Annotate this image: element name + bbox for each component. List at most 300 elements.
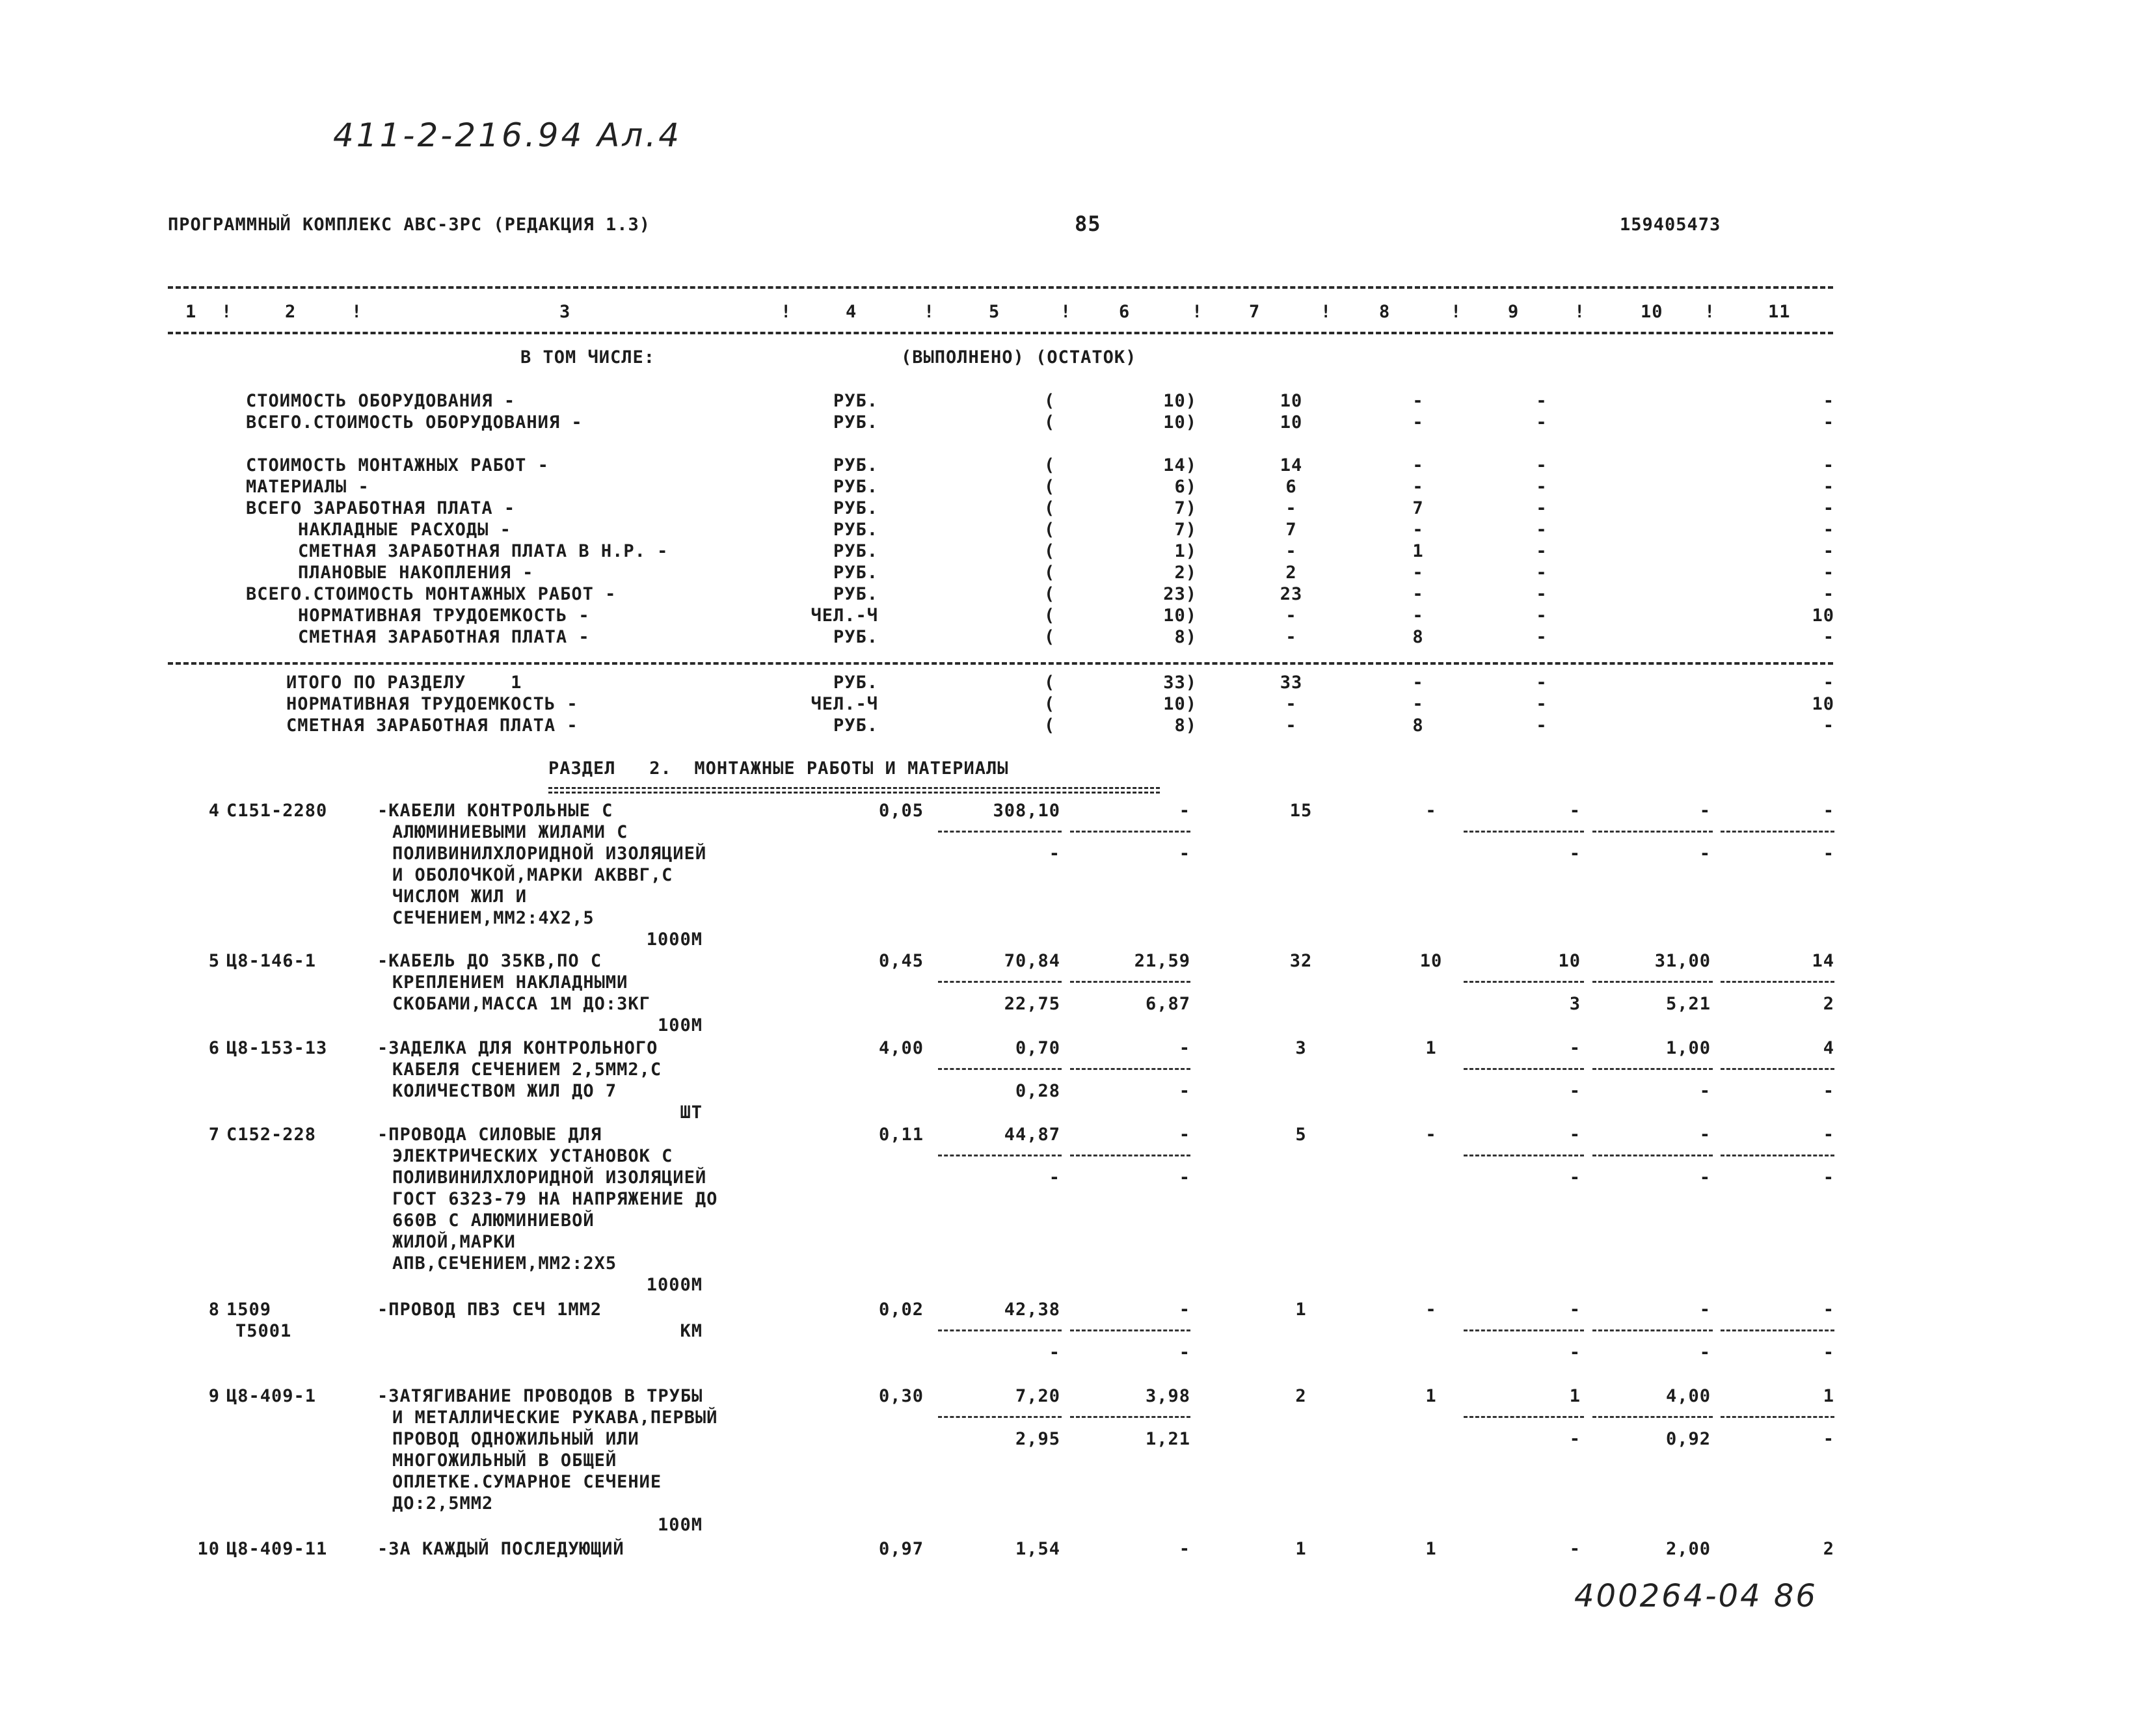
summary-unit: РУБ. [833,584,878,604]
item-col8: - [1425,1125,1437,1145]
item-col8: - [1425,801,1437,821]
item-lower-col5: - [1049,844,1060,864]
item-lower-col10: - [1699,1342,1711,1363]
item-code: Ц8-409-1 [226,1386,317,1406]
summary-col6: 33) [1163,673,1197,693]
item-col8: 1 [1425,1038,1437,1058]
summary-col8: - [1412,391,1424,411]
item-code: С152-228 [226,1125,317,1145]
item-lower-col5: 2,95 [1015,1429,1060,1449]
item-code: Ц8-153-13 [226,1038,328,1058]
summary-col9: - [1536,627,1548,647]
item-description-line: КАБЕЛЯ СЕЧЕНИЕМ 2,5ММ2,С [392,1060,662,1080]
column-separator: ! [1451,302,1462,322]
summary-col9: - [1536,498,1548,518]
cell-underline [1464,1068,1584,1070]
item-col9: - [1569,1038,1581,1058]
summary-col7: 33 [1280,673,1303,693]
item-description-line: -ЗА КАЖДЫЙ ПОСЛЕДУЮЩИЙ [377,1539,624,1559]
item-col7: 32 [1289,951,1313,971]
item-col5: 42,38 [1004,1300,1060,1320]
summary-col11: - [1823,673,1834,693]
summary-paren: ( [1044,477,1056,497]
column-header-1: 1 [185,302,197,322]
item-col4: 0,97 [878,1539,924,1559]
item-col4: 0,05 [878,801,924,821]
summary-unit: РУБ. [833,673,878,693]
cell-underline [1721,1329,1834,1331]
summary-col11: 10 [1812,606,1834,626]
item-col10: - [1699,801,1711,821]
column-header-7: 7 [1249,302,1261,322]
summary-col8: 1 [1412,541,1424,561]
item-col9: - [1569,1125,1581,1145]
column-separator: ! [1574,302,1586,322]
summary-col7: - [1285,715,1297,736]
summary-paren: ( [1044,627,1056,647]
column-separator: ! [1060,302,1072,322]
item-lower-col11: - [1823,1342,1834,1363]
summary-col11: - [1823,541,1834,561]
item-col10: - [1699,1125,1711,1145]
item-code-2: Т5001 [235,1321,292,1341]
summary-unit: РУБ. [833,498,878,518]
item-unit: 100М [657,1515,703,1535]
cell-underline [1592,1155,1713,1156]
cell-underline [1592,1068,1713,1070]
item-col9: - [1569,1300,1581,1320]
item-lower-col5: 0,28 [1015,1081,1060,1101]
summary-name: НАКЛАДНЫЕ РАСХОДЫ - [298,520,511,540]
summary-col7: 10 [1280,412,1303,433]
summary-col11: - [1823,477,1834,497]
summary-col6: 10) [1163,694,1197,714]
item-description-line: ПОЛИВИНИЛХЛОРИДНОЙ ИЗОЛЯЦИЕЙ [392,844,707,864]
item-col4: 0,11 [878,1125,924,1145]
item-lower-col6: - [1179,1342,1190,1363]
summary-paren: ( [1044,715,1056,736]
handwritten-reference: 411-2-216.94 Ал.4 [333,116,682,154]
item-lower-col11: - [1823,1168,1834,1188]
item-description-line: -КАБЕЛЬ ДО 35КВ,ПО С [377,951,602,971]
summary-paren: ( [1044,391,1056,411]
summary-col7: - [1285,694,1297,714]
cell-underline [938,981,1062,983]
cell-underline [1721,981,1834,983]
item-col11: 2 [1823,1539,1834,1559]
summary-col7: 10 [1280,391,1303,411]
item-number: 6 [208,1038,220,1058]
cell-underline [1464,1155,1584,1156]
item-description-line: КРЕПЛЕНИЕМ НАКЛАДНЫМИ [392,972,628,993]
item-lower-col11: - [1823,1429,1834,1449]
item-col8: 1 [1425,1386,1437,1406]
item-col6: - [1179,1038,1190,1058]
item-lower-col9: - [1569,1429,1581,1449]
item-col10: - [1699,1300,1711,1320]
item-lower-col10: - [1699,1168,1711,1188]
summary-col8: - [1412,694,1424,714]
item-number: 10 [197,1539,220,1559]
summary-col9: - [1536,520,1548,540]
item-col7: 15 [1289,801,1313,821]
item-lower-col9: - [1569,1081,1581,1101]
item-lower-col9: - [1569,1168,1581,1188]
summary-col9: - [1536,606,1548,626]
item-col5: 308,10 [993,801,1060,821]
summary-name: НОРМАТИВНАЯ ТРУДОЕМКОСТЬ - [298,606,590,626]
cell-underline [938,1329,1062,1331]
item-lower-col10: 0,92 [1665,1429,1711,1449]
item-number: 5 [208,951,220,971]
summary-col11: - [1823,563,1834,583]
item-description-line: ДО:2,5ММ2 [392,1493,494,1514]
item-lower-col10: - [1699,844,1711,864]
item-col5: 7,20 [1015,1386,1060,1406]
cell-underline [1592,981,1713,983]
item-description-line: -ПРОВОД ПВЗ СЕЧ 1ММ2 [377,1300,602,1320]
summary-paren: ( [1044,606,1056,626]
cell-underline [1721,1416,1834,1418]
summary-col11: - [1823,520,1834,540]
summary-col6: 8) [1174,715,1197,736]
summary-col11: - [1823,391,1834,411]
summary-name: СТОИМОСТЬ МОНТАЖНЫХ РАБОТ - [246,455,549,475]
item-col11: - [1823,1300,1834,1320]
summary-col8: 7 [1412,498,1424,518]
item-col7: 1 [1295,1300,1307,1320]
summary-name: СМЕТНАЯ ЗАРАБОТНАЯ ПЛАТА - [286,715,578,736]
item-lower-col6: 6,87 [1145,994,1190,1014]
summary-name: ВСЕГО ЗАРАБОТНАЯ ПЛАТА - [246,498,516,518]
item-description-line: ГОСТ 6323-79 НА НАПРЯЖЕНИЕ ДО [392,1189,718,1209]
cell-underline [1721,1155,1834,1156]
item-number: 8 [208,1300,220,1320]
summary-paren: ( [1044,412,1056,433]
column-separator: ! [1192,302,1203,322]
item-description-line: -ПРОВОДА СИЛОВЫЕ ДЛЯ [377,1125,602,1145]
item-col5: 44,87 [1004,1125,1060,1145]
item-number: 4 [208,801,220,821]
summary-unit: ЧЕЛ.-Ч [811,606,878,626]
item-description-line: И МЕТАЛЛИЧЕСКИЕ РУКАВА,ПЕРВЫЙ [392,1408,718,1428]
column-separator: ! [1321,302,1332,322]
summary-name: НОРМАТИВНАЯ ТРУДОЕМКОСТЬ - [286,694,578,714]
item-lower-col11: - [1823,1081,1834,1101]
summary-col11: - [1823,412,1834,433]
summary-col9: - [1536,563,1548,583]
summary-col11: - [1823,584,1834,604]
item-description-line: ЧИСЛОМ ЖИЛ И [392,887,528,907]
item-col11: 1 [1823,1386,1834,1406]
item-unit: КМ [680,1321,703,1341]
summary-col8: - [1412,412,1424,433]
item-number: 7 [208,1125,220,1145]
summary-unit: РУБ. [833,391,878,411]
subheader-status: (ВЫПОЛНЕНО) (ОСТАТОК) [901,347,1137,367]
section-title-underline [548,787,1160,794]
summary-col9: - [1536,715,1548,736]
cell-underline [1464,831,1584,833]
summary-col8: - [1412,673,1424,693]
page-number: 85 [1075,211,1101,236]
item-unit: 1000М [646,929,703,950]
item-lower-col9: 3 [1569,994,1581,1014]
cell-underline [1592,831,1713,833]
item-col8: 1 [1425,1539,1437,1559]
summary-col7: 2 [1285,563,1297,583]
cell-underline [1721,1068,1834,1070]
summary-col7: 7 [1285,520,1297,540]
summary-col11: - [1823,498,1834,518]
item-col11: - [1823,801,1834,821]
item-description-line: -КАБЕЛИ КОНТРОЛЬНЫЕ С [377,801,613,821]
item-col7: 1 [1295,1539,1307,1559]
item-col11: - [1823,1125,1834,1145]
column-header-2: 2 [285,302,297,322]
subheader-label: В ТОМ ЧИСЛЕ: [520,347,656,367]
cell-underline [938,1155,1062,1156]
item-col11: 4 [1823,1038,1834,1058]
item-description-line: ЖИЛОЙ,МАРКИ [392,1232,516,1252]
summary-col11: 10 [1812,694,1834,714]
cell-underline [1070,1155,1190,1156]
column-header-8: 8 [1379,302,1391,322]
summary-col9: - [1536,673,1548,693]
cell-underline [938,1416,1062,1418]
cell-underline [1070,1329,1190,1331]
column-header-10: 10 [1641,302,1663,322]
summary-col6: 23) [1163,584,1197,604]
section-title: РАЗДЕЛ 2. МОНТАЖНЫЕ РАБОТЫ И МАТЕРИАЛЫ [548,758,1009,779]
item-unit: ШТ [680,1102,703,1123]
summary-col6: 8) [1174,627,1197,647]
item-lower-col6: - [1179,1168,1190,1188]
summary-col8: - [1412,606,1424,626]
cell-underline [1464,1416,1584,1418]
item-unit: 1000М [646,1275,703,1295]
item-col6: - [1179,1539,1190,1559]
column-header-11: 11 [1768,302,1791,322]
cell-underline [1070,981,1190,983]
column-header-3: 3 [559,302,571,322]
item-description-line: АПВ,СЕЧЕНИЕМ,ММ2:2Х5 [392,1253,617,1274]
summary-unit: РУБ. [833,477,878,497]
item-description-line: -ЗАТЯГИВАНИЕ ПРОВОДОВ В ТРУБЫ [377,1386,703,1406]
summary-name: СТОИМОСТЬ ОБОРУДОВАНИЯ - [246,391,516,411]
item-description-line: МНОГОЖИЛЬНЫЙ В ОБЩЕЙ [392,1450,617,1471]
item-col6: 21,59 [1134,951,1190,971]
item-description-line: ПРОВОД ОДНОЖИЛЬНЫЙ ИЛИ [392,1429,639,1449]
summary-col7: - [1285,606,1297,626]
item-col9: - [1569,801,1581,821]
item-lower-col6: 1,21 [1145,1429,1190,1449]
summary-name: ВСЕГО.СТОИМОСТЬ ОБОРУДОВАНИЯ - [246,412,583,433]
summary-name: СМЕТНАЯ ЗАРАБОТНАЯ ПЛАТА - [298,627,590,647]
summary-unit: ЧЕЛ.-Ч [811,694,878,714]
cell-underline [938,1068,1062,1070]
item-lower-col10: 5,21 [1665,994,1711,1014]
item-description-line: ОПЛЕТКЕ.СУМАРНОЕ СЕЧЕНИЕ [392,1472,662,1492]
table-header-rule [168,332,1833,334]
cell-underline [1070,831,1190,833]
column-separators: ! [221,302,233,322]
summary-name: ВСЕГО.СТОИМОСТЬ МОНТАЖНЫХ РАБОТ - [246,584,617,604]
item-code: Ц8-146-1 [226,951,317,971]
summary-paren: ( [1044,520,1056,540]
column-separator: ! [1704,302,1716,322]
summary-unit: РУБ. [833,627,878,647]
summary-paren: ( [1044,541,1056,561]
item-col5: 0,70 [1015,1038,1060,1058]
item-col4: 4,00 [878,1038,924,1058]
summary-paren: ( [1044,563,1056,583]
item-col9: 10 [1558,951,1581,971]
summary-col6: 14) [1163,455,1197,475]
item-col10: 4,00 [1665,1386,1711,1406]
item-col10: 1,00 [1665,1038,1711,1058]
summary-name: СМЕТНАЯ ЗАРАБОТНАЯ ПЛАТА В Н.Р. - [298,541,669,561]
summary-col6: 6) [1174,477,1197,497]
summary-col8: - [1412,477,1424,497]
summary-col7: 6 [1285,477,1297,497]
item-col6: 3,98 [1145,1386,1190,1406]
summary-paren: ( [1044,584,1056,604]
summary-col9: - [1536,412,1548,433]
item-description-line: ЭЛЕКТРИЧЕСКИХ УСТАНОВОК С [392,1146,673,1166]
summary-name: МАТЕРИАЛЫ - [246,477,369,497]
document-code: 159405473 [1620,215,1721,235]
table-top-rule [168,286,1833,289]
summary-col6: 7) [1174,498,1197,518]
summary-col9: - [1536,541,1548,561]
summary-unit: РУБ. [833,412,878,433]
item-lower-col9: - [1569,844,1581,864]
summary-col11: - [1823,715,1834,736]
column-separator: ! [924,302,935,322]
item-lower-col9: - [1569,1342,1581,1363]
item-lower-col10: - [1699,1081,1711,1101]
summary-col8: - [1412,563,1424,583]
item-code: 1509 [226,1300,272,1320]
summary-name: ИТОГО ПО РАЗДЕЛУ 1 [286,673,522,693]
cell-underline [1592,1416,1713,1418]
cell-underline [938,831,1062,833]
item-description-line: СКОБАМИ,МАССА 1М ДО:3КГ [392,994,651,1014]
item-col4: 0,02 [878,1300,924,1320]
summary-col7: - [1285,498,1297,518]
column-header-4: 4 [846,302,857,322]
summary-paren: ( [1044,694,1056,714]
item-description-line: ПОЛИВИНИЛХЛОРИДНОЙ ИЗОЛЯЦИЕЙ [392,1168,707,1188]
summary-col8: - [1412,584,1424,604]
summary-paren: ( [1044,455,1056,475]
summary-col6: 10) [1163,391,1197,411]
summary-col11: - [1823,627,1834,647]
summary-col6: 2) [1174,563,1197,583]
item-lower-col11: 2 [1823,994,1834,1014]
item-col6: - [1179,1300,1190,1320]
item-number: 9 [208,1386,220,1406]
summary-unit: РУБ. [833,715,878,736]
item-description-line: КОЛИЧЕСТВОМ ЖИЛ ДО 7 [392,1081,617,1101]
summary-col9: - [1536,391,1548,411]
cell-underline [1070,1068,1190,1070]
item-unit: 100М [657,1015,703,1035]
item-col9: 1 [1569,1386,1581,1406]
item-col9: - [1569,1539,1581,1559]
summary-col9: - [1536,694,1548,714]
summary-col8: - [1412,520,1424,540]
item-col7: 5 [1295,1125,1307,1145]
cell-underline [1592,1329,1713,1331]
summary-col7: - [1285,541,1297,561]
item-code: Ц8-409-11 [226,1539,328,1559]
item-description-line: 660В С АЛЮМИНИЕВОЙ [392,1210,595,1231]
item-code: С151-2280 [226,801,328,821]
item-lower-col5: 22,75 [1004,994,1060,1014]
cell-underline [1070,1416,1190,1418]
item-col8: - [1425,1300,1437,1320]
column-header-6: 6 [1119,302,1131,322]
item-lower-col11: - [1823,844,1834,864]
item-col8: 10 [1419,951,1443,971]
summary-col8: 8 [1412,627,1424,647]
item-col4: 0,45 [878,951,924,971]
summary-col6: 10) [1163,412,1197,433]
item-col7: 2 [1295,1386,1307,1406]
item-col10: 2,00 [1665,1539,1711,1559]
item-col6: - [1179,801,1190,821]
summary-col6: 10) [1163,606,1197,626]
summary-col7: 23 [1280,584,1303,604]
item-lower-col5: - [1049,1168,1060,1188]
handwritten-signature: 400264-04 86 [1574,1578,1817,1614]
item-description-line: -ЗАДЕЛКА ДЛЯ КОНТРОЛЬНОГО [377,1038,658,1058]
cell-underline [1464,1329,1584,1331]
summary-col8: 8 [1412,715,1424,736]
program-title: ПРОГРАММНЫЙ КОМПЛЕКС АВС-3РС (РЕДАКЦИЯ 1.3) [168,215,651,235]
column-header-9: 9 [1508,302,1520,322]
summary-rule [168,662,1833,665]
summary-unit: РУБ. [833,455,878,475]
column-separator: ! [351,302,363,322]
item-col7: 3 [1295,1038,1307,1058]
summary-col6: 7) [1174,520,1197,540]
column-header-5: 5 [989,302,1000,322]
item-col4: 0,30 [878,1386,924,1406]
item-description-line: И ОБОЛОЧКОЙ,МАРКИ АКВВГ,С [392,865,673,885]
summary-col6: 1) [1174,541,1197,561]
summary-paren: ( [1044,673,1056,693]
summary-name: ПЛАНОВЫЕ НАКОПЛЕНИЯ - [298,563,534,583]
item-col5: 70,84 [1004,951,1060,971]
summary-unit: РУБ. [833,541,878,561]
summary-col8: - [1412,455,1424,475]
item-col5: 1,54 [1015,1539,1060,1559]
summary-col11: - [1823,455,1834,475]
summary-col9: - [1536,455,1548,475]
summary-col7: 14 [1280,455,1303,475]
column-separator: ! [781,302,792,322]
item-description-line: АЛЮМИНИЕВЫМИ ЖИЛАМИ С [392,822,628,842]
cell-underline [1721,831,1834,833]
item-description-line: СЕЧЕНИЕМ,ММ2:4Х2,5 [392,908,595,928]
summary-unit: РУБ. [833,563,878,583]
item-lower-col5: - [1049,1342,1060,1363]
item-col11: 14 [1812,951,1834,971]
summary-col7: - [1285,627,1297,647]
